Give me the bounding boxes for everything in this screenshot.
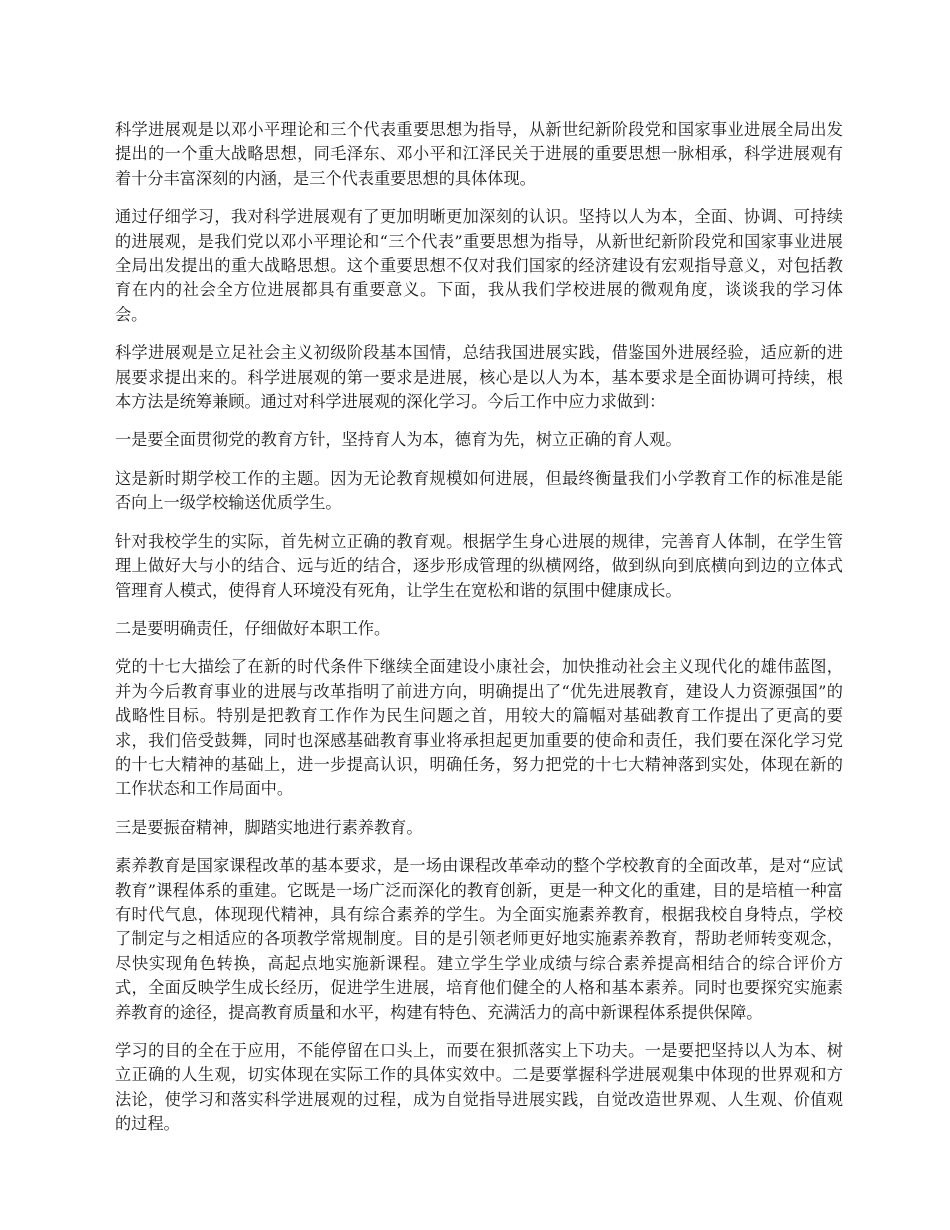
paragraph: 学习的目的全在于应用，不能停留在口头上，而要在狠抓落实上下功夫。一是要把坚持以人为本、树立正确的人生观，切实体现在实际工作的具体实效中。二是要掌握科学进展观集中体现的世界观和方法论，使学习和落实科学进展观的过程，成为自觉指导进展实践，自觉改造世界观、人生观、价值观的过程。: [115, 1041, 843, 1134]
paragraph: 这是新时期学校工作的主题。因为无论教育规模如何进展，但最终衡量我们小学教育工作的标准是能否向上一级学校输送优质学生。: [115, 468, 843, 513]
paragraph: 通过仔细学习，我对科学进展观有了更加明晰更加深刻的认识。坚持以人为本，全面、协调、可持续的进展观，是我们党以邓小平理论和“三个代表”重要思想为指导，从新世纪新阶段党和国家事业进展全局出发提出的重大战略思想。这个重要思想不仅对我们国家的经济建设有宏观指导意义，对包括教育在内的社会全方位进展都具有重要意义。下面，我从我们学校进展的微观角度，谈谈我的学习体会。: [115, 207, 843, 324]
paragraph: 科学进展观是立足社会主义初级阶段基本国情，总结我国进展实践，借鉴国外进展经验，适应新的进展要求提出来的。科学进展观的第一要求是进展，核心是以人为本，基本要求是全面协调可持续，根本方法是统筹兼顾。通过对科学进展观的深化学习。今后工作中应力求做到：: [115, 343, 843, 412]
paragraph: 科学进展观是以邓小平理论和三个代表重要思想为指导，从新世纪新阶段党和国家事业进展全局出发提出的一个重大战略思想，同毛泽东、邓小平和江泽民关于进展的重要思想一脉相承，科学进展观有着十分丰富深刻的内涵，是三个代表重要思想的具体体现。: [115, 120, 843, 188]
paragraph: 党的十七大描绘了在新的时代条件下继续全面建设小康社会，加快推动社会主义现代化的雄伟蓝图，并为今后教育事业的进展与改革指明了前进方向，明确提出了“优先进展教育，建设人力资源强国”的战略性目标。特别是把教育工作作为民生问题之首，用较大的篇幅对基础教育工作提出了更高的要求，我们倍受鼓舞，同时也深感基础教育事业将承担起更加重要的使命和责任，我们要在深化学习党的十七大精神的基础上，进一步提高认识，明确任务，努力把党的十七大精神落到实处，体现在新的工作状态和工作局面中。: [115, 657, 843, 799]
paragraph: 素养教育是国家课程改革的基本要求，是一场由课程改革牵动的整个学校教育的全面改革，是对“应试教育”课程体系的重建。它既是一场广泛而深化的教育创新，更是一种文化的重建，目的是培植一种富有时代气息，体现现代精神，具有综合素养的学生。为全面实施素养教育，根据我校自身特点，学校了制定与之相适应的各项教学常规制度。目的是引领老师更好地实施素养教育，帮助老师转变观念，尽快实现角色转换，高起点地实施新课程。建立学生学业成绩与综合素养提高相结合的综合评价方式，全面反映学生成长经历，促进学生进展，培育他们健全的人格和基本素养。同时也要探究实施素养教育的途径，提高教育质量和水平，构建有特色、充满活力的高中新课程体系提供保障。: [115, 856, 843, 1022]
paragraph: 三是要振奋精神，脚踏实地进行素养教育。: [115, 817, 423, 837]
paragraph: 二是要明确责任，仔细做好本职工作。: [115, 618, 391, 638]
document-body: [115, 118, 843, 1151]
paragraph: 针对我校学生的实际，首先树立正确的教育观。根据学生身心进展的规律，完善育人体制，在学生管理上做好大与小的结合、远与近的结合，逐步形成管理的纵横网络，做到纵向到底横向到边的立体式管理育人模式，使得育人环境没有死角，让学生在宽松和谐的氛围中健康成长。: [115, 531, 843, 600]
paragraph: 一是要全面贯彻党的教育方针，坚持育人为本，德育为先，树立正确的育人观。: [115, 430, 682, 450]
